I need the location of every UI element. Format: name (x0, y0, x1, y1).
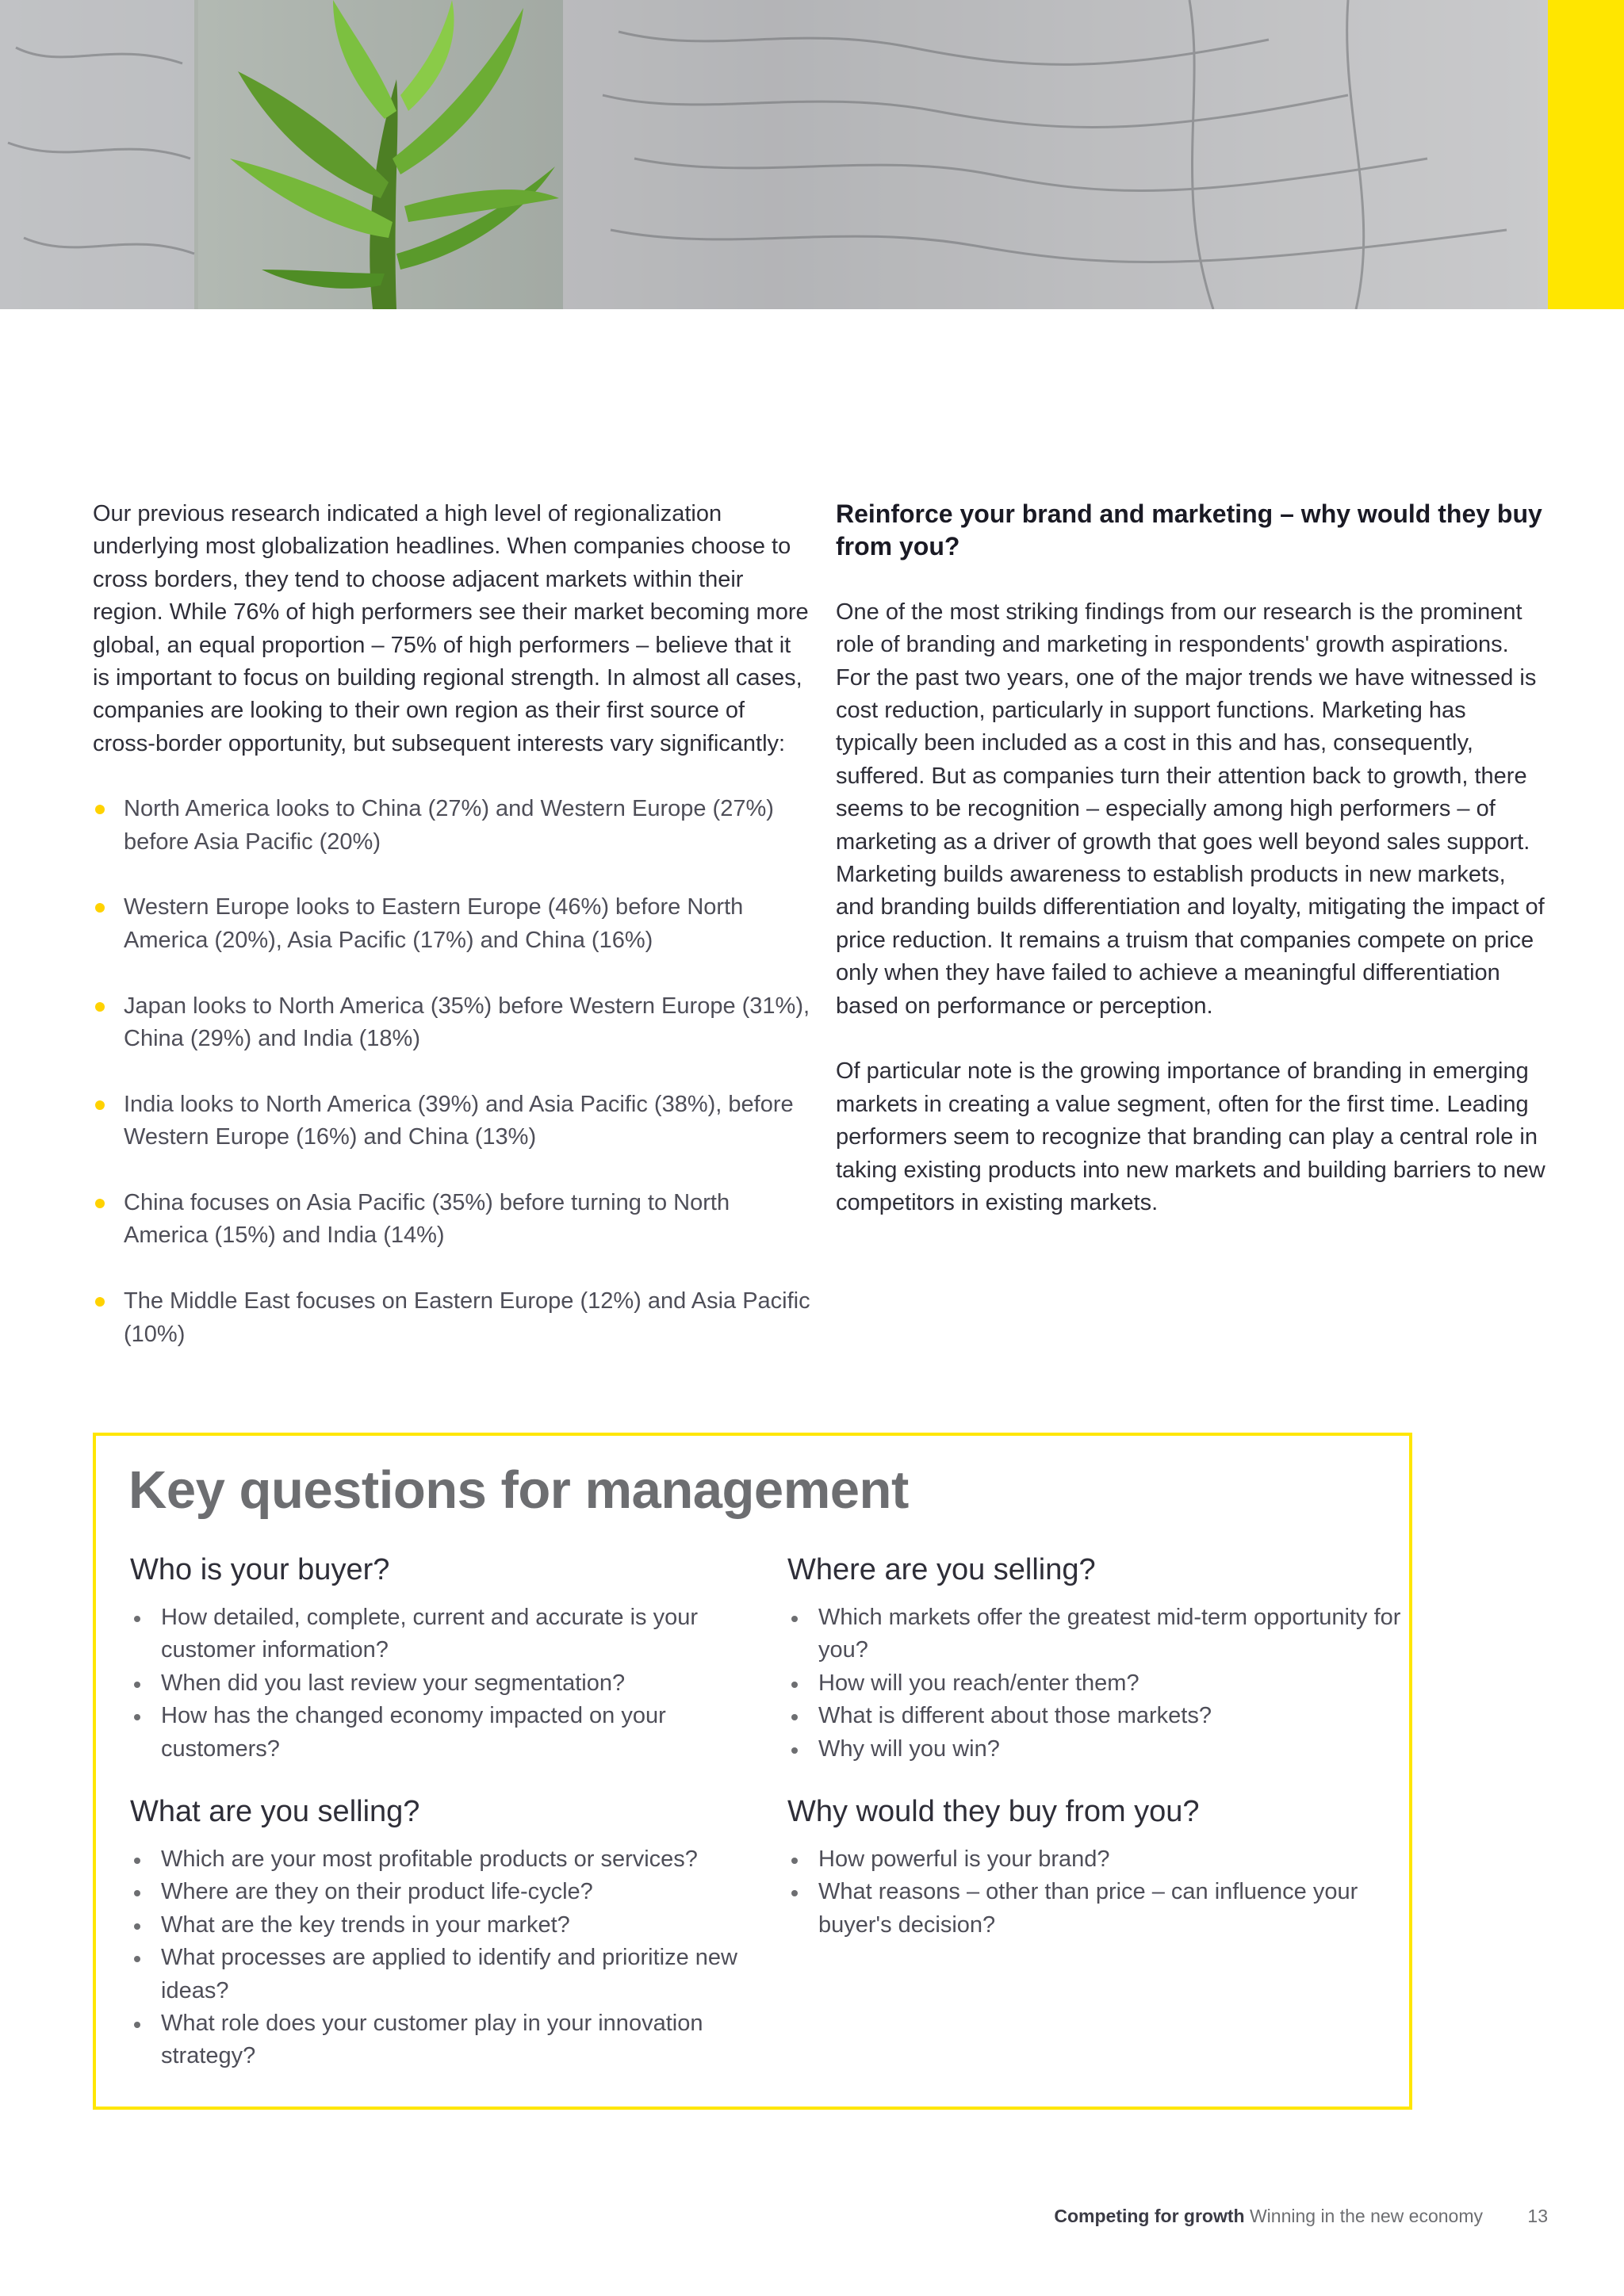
list-item: Which markets offer the greatest mid-term opportunity for you? (787, 1601, 1422, 1667)
left-column (93, 498, 810, 1383)
page-number: 13 (1527, 2206, 1548, 2226)
region-bullets (93, 793, 810, 1351)
list-item: What is different about those markets? (787, 1700, 1422, 1732)
publication-title: Competing for growth (1054, 2206, 1245, 2226)
list-item: What reasons – other than price – can influence your buyer's decision? (787, 1876, 1422, 1942)
question-heading: Where are you selling? (787, 1553, 1096, 1586)
list-item: Which are your most profitable products or services? (130, 1843, 764, 1876)
question-heading: Why would they buy from you? (787, 1795, 1200, 1829)
question-heading: Who is your buyer? (130, 1553, 390, 1586)
list-item: Why will you win? (787, 1733, 1422, 1766)
list-item: How will you reach/enter them? (787, 1667, 1422, 1700)
body-paragraph: Of particular note is the growing importance of branding in emerging markets in creating a value segment, often for the first time. Leading performers seem to recognize that branding can play a central role in taking existing products into new markets and building barriers to new competitors in existing markets. (836, 1058, 1545, 1216)
list-item: The Middle East focuses on Eastern Europe (12%) and Asia Pacific (10%) (93, 1285, 810, 1351)
list-item: India looks to North America (39%) and Asia Pacific (38%), before Western Europe (16%) and China (13%) (93, 1089, 810, 1154)
list-item: How detailed, complete, current and accurate is your customer information? (130, 1601, 764, 1667)
plant-photo-icon (0, 0, 1548, 309)
list-item: What processes are applied to identify and prioritize new ideas? (130, 1942, 764, 2007)
list-item: Japan looks to North America (35%) before Western Europe (31%), China (29%) and India (18%) (93, 990, 810, 1056)
publication-subtitle: Winning in the new economy (1249, 2206, 1484, 2226)
question-group-what (130, 1794, 764, 2073)
question-group-why (787, 1794, 1422, 1942)
question-group-who (130, 1552, 764, 1766)
key-questions-title: Key questions for management (128, 1460, 909, 1520)
list-item: How powerful is your brand? (787, 1843, 1422, 1876)
list-item: China focuses on Asia Pacific (35%) before turning to North America (15%) and India (14%) (93, 1187, 810, 1253)
page-footer (872, 2206, 1548, 2227)
list-item: Where are they on their product life-cycle? (130, 1876, 764, 1908)
key-questions-box (93, 1433, 1412, 2110)
section-heading: Reinforce your brand and marketing – why would they buy from you? (836, 499, 1542, 561)
list-item: Western Europe looks to Eastern Europe (46%) before North America (20%), Asia Pacific (17%) and China (16%) (93, 891, 810, 957)
yellow-accent-bar (1548, 0, 1624, 309)
question-group-where (787, 1552, 1422, 1766)
intro-paragraph: Our previous research indicated a high level of regionalization underlying most globalization headlines. When companies choose to cross borders, they tend to choose adjacent markets within their region. While 76% of high performers see their market becoming more global, an equal proportion – 75% of high performers – believe that it is important to focus on building regional strength. In almost all cases, companies are looking to their own region as their first source of cross-border opportunity, but subsequent interests vary significantly: (93, 501, 809, 756)
list-item: When did you last review your segmentation? (130, 1667, 764, 1700)
header-photo (0, 0, 1548, 309)
list-item: What role does your customer play in your innovation strategy? (130, 2007, 764, 2073)
list-item: North America looks to China (27%) and Western Europe (27%) before Asia Pacific (20%) (93, 793, 810, 859)
body-paragraph: One of the most striking findings from our research is the prominent role of branding and marketing in respondents' growth aspirations. For the past two years, one of the major trends we have witnessed is cost reduction, particularly in support functions. Marketing has typically been included as a cost in this and has, consequently, suffered. But as companies turn their attention back to growth, there seems to be recognition – especially among high performers – of marketing as a driver of growth that goes well beyond sales support. Marketing builds awareness to establish products in new markets, and branding builds differentiation and loyalty, mitigating the impact of price reduction. It remains a truism that companies compete on price only when they have failed to achieve a meaningful differentiation based on performance or perception. (836, 599, 1545, 1019)
list-item: What are the key trends in your market? (130, 1909, 764, 1942)
key-questions-left-column (130, 1552, 764, 2102)
right-column (836, 498, 1549, 1253)
key-questions-right-column (787, 1552, 1422, 1970)
question-heading: What are you selling? (130, 1795, 420, 1829)
list-item: How has the changed economy impacted on your customers? (130, 1700, 764, 1766)
